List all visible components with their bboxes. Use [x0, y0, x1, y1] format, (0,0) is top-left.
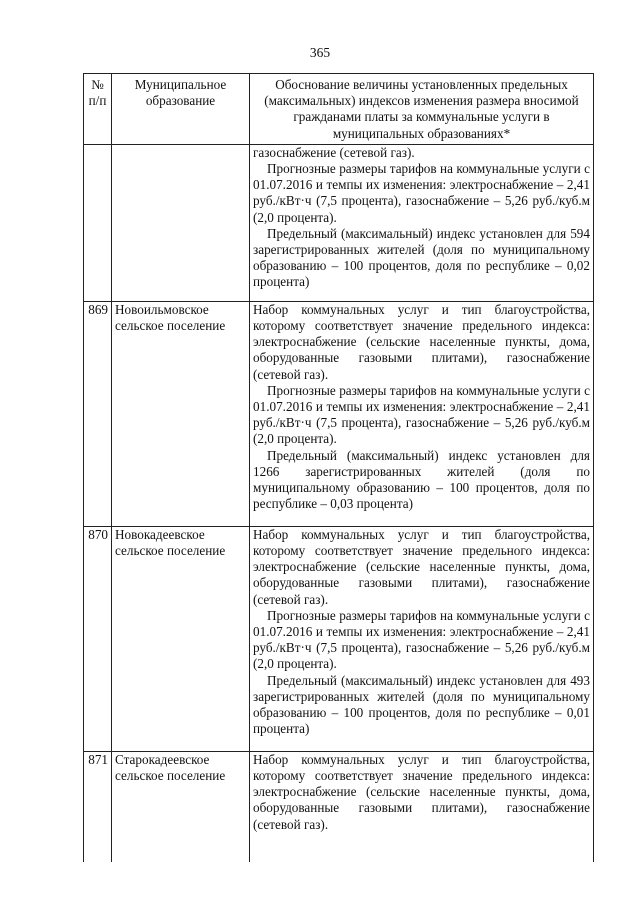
cell-municipality: Старокадеевское сельское поселение: [112, 751, 250, 862]
cell-num: 869: [84, 301, 112, 526]
cell-justification: [250, 751, 594, 862]
justification-paragraph-1: Набор коммунальных услуг и тип благоустройства, которому соответствует значение предельного индекса: электроснабжение (сельские населенные пункты, дома, оборудованные газовыми плитами), газоснабжение (сетевой газ).: [253, 301, 590, 382]
cell-justification: [250, 144, 594, 301]
table-row: [84, 301, 594, 526]
table-row: [84, 526, 594, 751]
justification-paragraph-3: Предельный (максимальный) индекс установлен для 1266 зарегистрированных жителей (доля по муниципальному образованию – 100 процентов, доля по республике – 0,03 процента): [253, 447, 590, 512]
cell-municipality: Новоильмовское сельское поселение: [112, 301, 250, 526]
cell-municipality: [112, 144, 250, 301]
cell-num: 870: [84, 526, 112, 751]
page-number: 365: [309, 45, 331, 60]
cell-justification: [250, 301, 594, 526]
continuation-paragraph-1: газоснабжение (сетевой газ).: [253, 144, 415, 160]
cell-num: 871: [84, 751, 112, 862]
justification-paragraph-3: Предельный (максимальный) индекс установлен для 493 зарегистрированных жителей (доля по муниципальному образованию – 100 процентов, доля по республике – 0,01 процента): [253, 672, 590, 737]
table-row: [84, 751, 594, 862]
header-justification: Обоснование величины установленных предельных (максимальных) индексов изменения размера вносимой гражданами платы за коммунальные услуги в муниципальных образованиях*: [250, 74, 594, 145]
justification-paragraph-1: Набор коммунальных услуг и тип благоустройства, которому соответствует значение предельного индекса: электроснабжение (сельские населенные пункты, дома, оборудованные газовыми плитами), газоснабжение (сетевой газ).: [253, 751, 590, 832]
table-row-continuation: [84, 144, 594, 301]
justification-paragraph-2: Прогнозные размеры тарифов на коммунальные услуги с 01.07.2016 и темпы их изменения: электроснабжение – 2,41 руб./кВт·ч (7,5 процента), газоснабжение – 5,26 руб./куб.м (2,0 процента).: [253, 382, 590, 447]
continuation-paragraph-2: Прогнозные размеры тарифов на коммунальные услуги с 01.07.2016 и темпы их изменения: электроснабжение – 2,41 руб./кВт·ч (7,5 процента), газоснабжение – 5,26 руб./куб.м (2,0 процента).: [253, 161, 590, 225]
cell-num: [84, 144, 112, 301]
table-header-row: [84, 74, 594, 145]
continuation-paragraph-3: Предельный (максимальный) индекс установлен для 594 зарегистрированных жителей (доля по муниципальному образованию – 100 процентов, доля по республике – 0,02 процента): [253, 225, 590, 290]
cell-municipality: Новокадеевское сельское поселение: [112, 526, 250, 751]
tariff-index-table: [83, 73, 594, 862]
justification-paragraph-2: Прогнозные размеры тарифов на коммунальные услуги с 01.07.2016 и темпы их изменения: электроснабжение – 2,41 руб./кВт·ч (7,5 процента), газоснабжение – 5,26 руб./куб.м (2,0 процента).: [253, 607, 590, 672]
header-num: № п/п: [84, 74, 112, 145]
header-municipality: Муниципальное образование: [112, 74, 250, 145]
justification-paragraph-1: Набор коммунальных услуг и тип благоустройства, которому соответствует значение предельного индекса: электроснабжение (сельские населенные пункты, дома, оборудованные газовыми плитами), газоснабжение (сетевой газ).: [253, 526, 590, 607]
cell-justification: [250, 526, 594, 751]
